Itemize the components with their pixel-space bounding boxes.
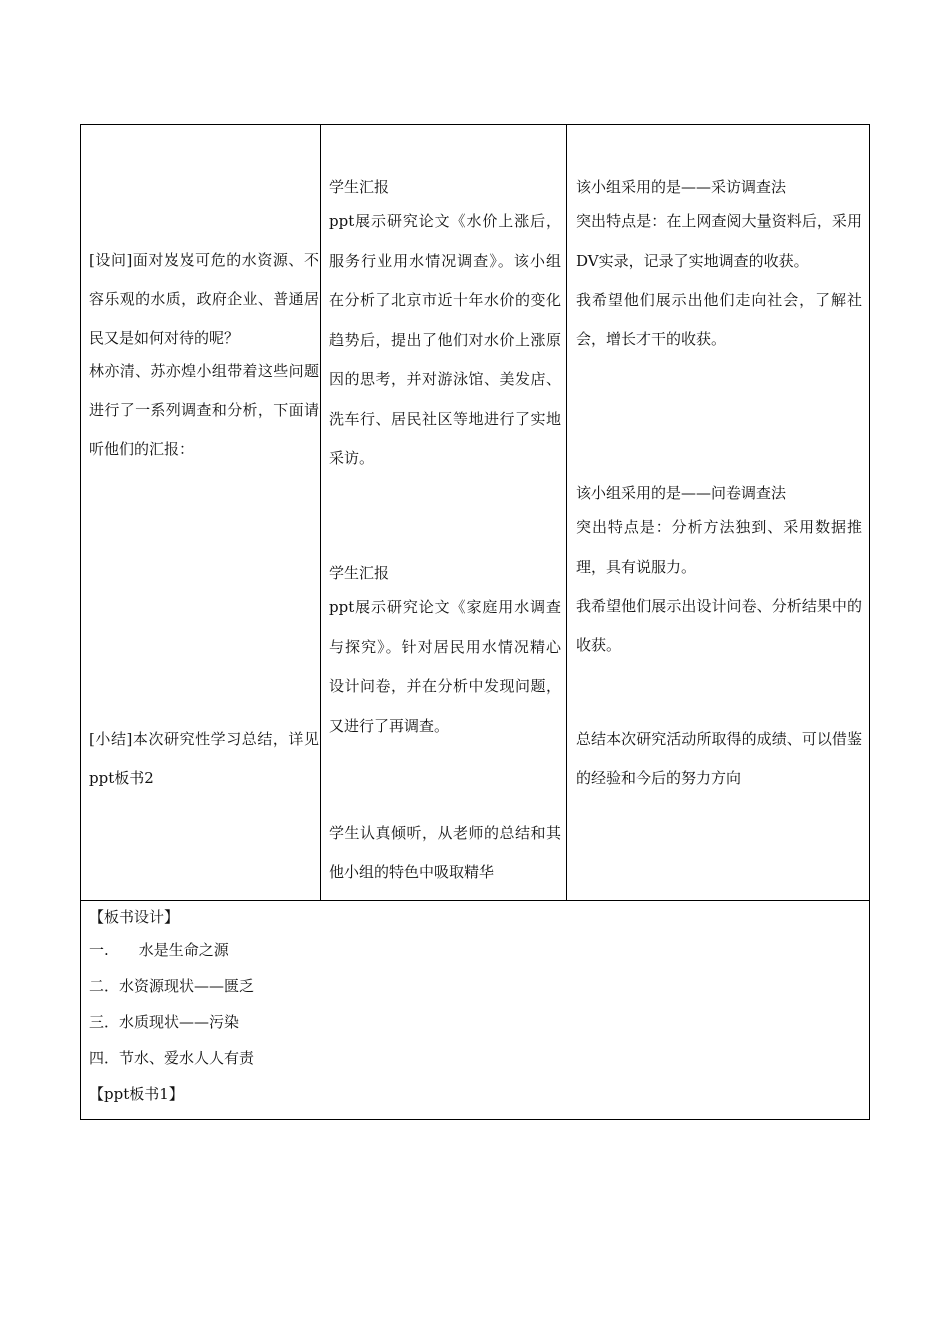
- column-divider-1: [320, 124, 321, 901]
- table-border-left: [80, 124, 81, 1120]
- summary-text: [小结]本次研究性学习总结，详见ppt板书2: [89, 730, 319, 787]
- column-divider-2: [566, 124, 567, 901]
- student-report-2: [329, 560, 561, 746]
- design-summary-text: 总结本次研究活动所取得的成绩、可以借鉴的经验和今后的努力方向: [576, 730, 862, 787]
- intro-text: 林亦清、苏亦煌小组带着这些问题进行了一系列调查和分析，下面请听他们的汇报：: [89, 362, 319, 458]
- table-border-middle: [80, 900, 870, 901]
- report2-body: ppt展示研究论文《家庭用水调查与探究》。针对居民用水情况精心设计问卷，并在分析中发现问题，又进行了再调查。: [329, 598, 561, 735]
- board-item-2: 二．水资源现状——匮乏: [89, 977, 255, 995]
- teacher-question-cell: [89, 241, 319, 469]
- listen-text: 学生认真倾听，从老师的总结和其他小组的特色中吸取精华: [329, 824, 561, 881]
- group1-method: 该小组采用的是——采访调查法: [576, 178, 787, 196]
- board-item-1: 一. 水是生命之源: [89, 941, 229, 959]
- group1-hope: 我希望他们展示出他们走向社会，了解社会，增长才干的收获。: [576, 291, 862, 348]
- group2-hope: 我希望他们展示出设计问卷、分析结果中的收获。: [576, 597, 862, 654]
- board-design-cell: [89, 902, 859, 1112]
- board-item-4: 四．节水、爱水人人有责: [89, 1049, 255, 1067]
- board-item-3: 三．水质现状——污染: [89, 1013, 240, 1031]
- group2-method: 该小组采用的是——问卷调查法: [576, 484, 787, 502]
- board-title: 【板书设计】: [89, 908, 180, 926]
- design-intent-group-2: [576, 480, 862, 665]
- student-report-1: [329, 174, 561, 479]
- design-intent-summary: [576, 720, 862, 798]
- student-listen-cell: [329, 814, 561, 892]
- ppt-board-label: 【ppt板书1】: [89, 1085, 184, 1103]
- table-border-top: [80, 124, 870, 125]
- design-intent-group-1: [576, 174, 862, 359]
- report2-title: 学生汇报: [329, 564, 390, 582]
- question-text: [设问]面对岌岌可危的水资源、不容乐观的水质，政府企业、普通居民又是如何对待的呢？: [89, 251, 319, 347]
- teacher-summary-cell: [89, 720, 319, 798]
- lesson-table: [80, 124, 870, 1120]
- report1-body: ppt展示研究论文《水价上涨后，服务行业用水情况调查》。该小组在分析了北京市近十年水价的变化趋势后，提出了他们对水价上涨原因的思考，并对游泳馆、美发店、洗车行、居民社区等地进行了实地采访。: [329, 212, 561, 467]
- table-border-right: [869, 124, 870, 1120]
- report1-title: 学生汇报: [329, 178, 390, 196]
- group2-feature: 突出特点是：分析方法独到、采用数据推理，具有说服力。: [576, 518, 862, 576]
- table-border-bottom: [80, 1119, 870, 1120]
- group1-feature: 突出特点是：在上网查阅大量资料后，采用DV实录，记录了实地调查的收获。: [576, 212, 862, 270]
